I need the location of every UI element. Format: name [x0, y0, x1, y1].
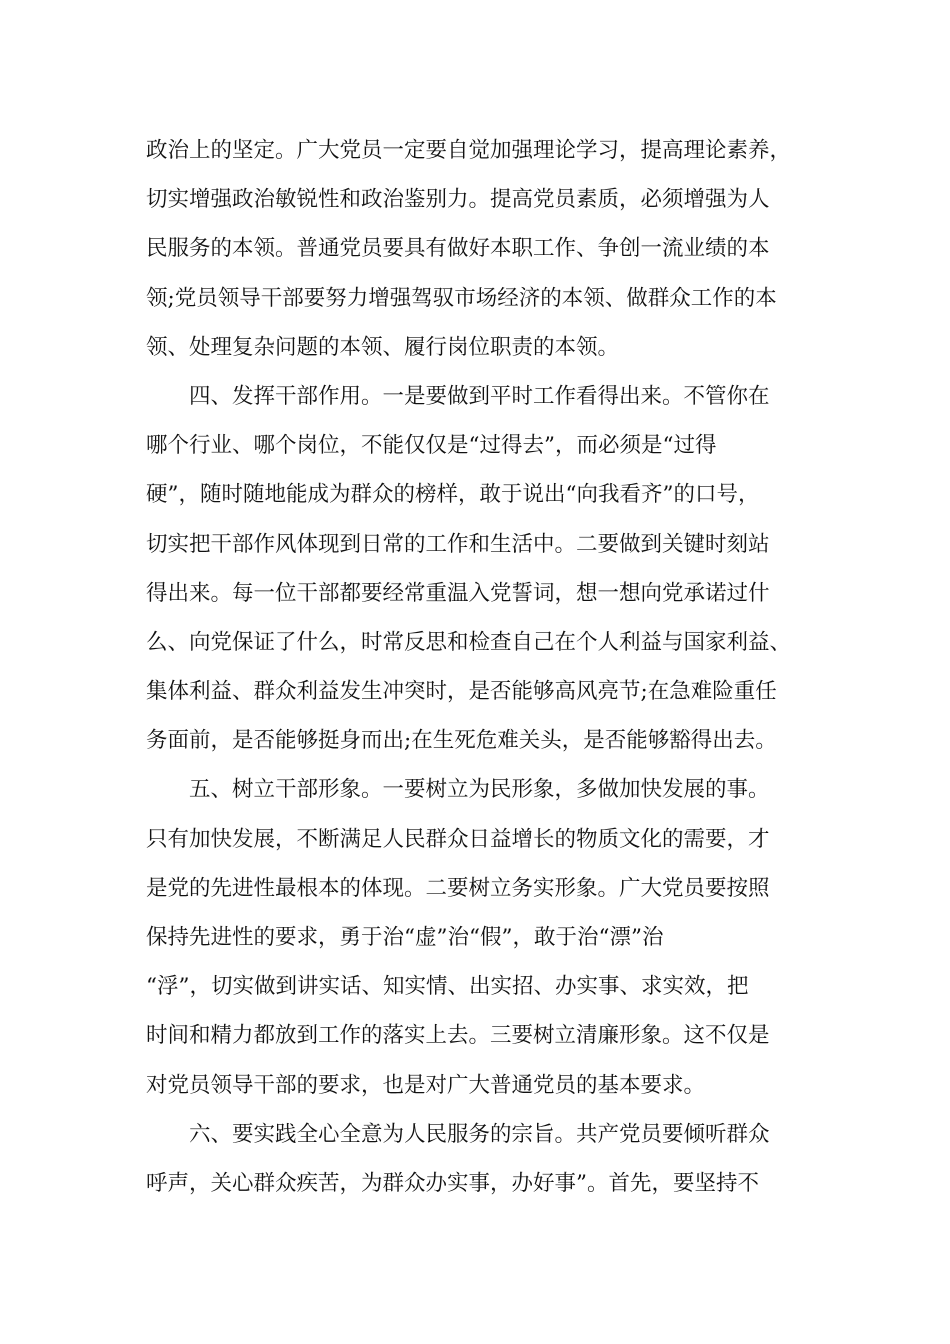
text-line: “浮”，切实做到讲实话、知实情、出实招、办实事、求实效，把 [146, 974, 749, 1000]
text-line: 时间和精力都放到工作的落实上去。三要树立清廉形象。这不仅是 [146, 1023, 770, 1049]
text-line: 六、要实践全心全意为人民服务的宗旨。共产党员要倾听群众 [146, 1121, 770, 1147]
text-line: 得出来。每一位干部都要经常重温入党誓词，想一想向党承诺过什 [146, 580, 770, 606]
text-line: 呼声，关心群众疾苦，为群众办实事，办好事”。首先，要坚持不 [146, 1170, 759, 1196]
text-line: 对党员领导干部的要求，也是对广大普通党员的基本要求。 [146, 1072, 706, 1098]
text-line: 么、向党保证了什么，时常反思和检查自己在个人利益与国家利益、 [146, 629, 792, 655]
text-line: 领、处理复杂问题的本领、履行岗位职责的本领。 [146, 334, 620, 360]
text-line: 切实把干部作风体现到日常的工作和生活中。二要做到关键时刻站 [146, 531, 770, 557]
text-line: 政治上的坚定。广大党员一定要自觉加强理论学习，提高理论素养， [146, 138, 792, 163]
text-line: 五、树立干部形象。一要树立为民形象，多做加快发展的事。 [146, 777, 770, 803]
text-line: 保持先进性的要求，勇于治“虚”治“假”，敢于治“漂”治 [146, 925, 664, 950]
text-line: 民服务的本领。普通党员要具有做好本职工作、争创一流业绩的本 [146, 236, 770, 262]
text-line: 硬”，随时随地能成为群众的榜样，敢于说出“向我看齐”的口号， [146, 482, 760, 508]
text-line: 哪个行业、哪个岗位，不能仅仅是“过得去”，而必须是“过得 [146, 433, 717, 459]
document-body [146, 126, 806, 1208]
text-line: 是党的先进性最根本的体现。二要树立务实形象。广大党员要按照 [146, 875, 770, 901]
text-line: 领;党员领导干部要努力增强驾驭市场经济的本领、做群众工作的本 [146, 285, 777, 311]
text-line: 务面前，是否能够挺身而出;在生死危难关头，是否能够豁得出去。 [146, 728, 777, 754]
text-line: 切实增强政治敏锐性和政治鉴别力。提高党员素质，必须增强为人 [146, 187, 770, 213]
text-line: 四、发挥干部作用。一是要做到平时工作看得出来。不管你在 [146, 383, 770, 409]
text-line: 集体利益、群众利益发生冲突时，是否能够高风亮节;在急难险重任 [146, 679, 777, 705]
text-line: 只有加快发展，不断满足人民群众日益增长的物质文化的需要，才 [146, 826, 770, 852]
